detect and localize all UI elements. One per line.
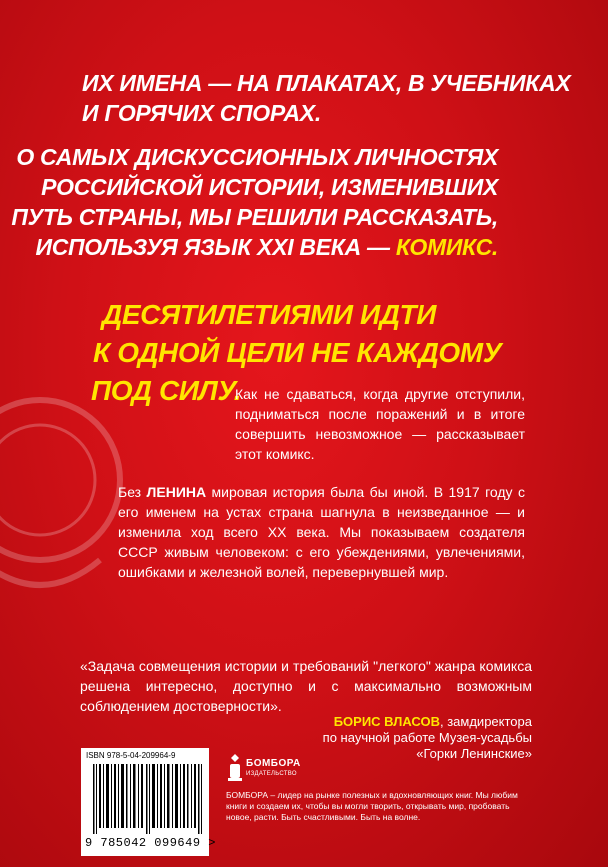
publisher-name: БОМБОРА bbox=[246, 758, 301, 769]
intro-last-prefix: ИСПОЛЬЗУЯ ЯЗЫК XXI ВЕКА — bbox=[35, 234, 396, 260]
intro-line: ПУТЬ СТРАНЫ, МЫ РЕШИЛИ РАССКАЗАТЬ, bbox=[11, 204, 498, 230]
author-title: , замдиректора bbox=[440, 714, 532, 729]
author-title: по научной работе Музея-усадьбы bbox=[322, 730, 532, 745]
bombora-logo-icon bbox=[226, 752, 244, 782]
paragraph-1: Как не сдаваться, когда другие отступили, подниматься после поражений и в итоге совершить невозможное — рассказывает этот комикс. bbox=[235, 386, 525, 462]
publisher-subtitle: ИЗДАТЕЛЬСТВО bbox=[246, 771, 297, 777]
paragraph-2-prefix: Без bbox=[118, 484, 147, 500]
headline-line: ДЕСЯТИЛЕТИЯМИ ИДТИ bbox=[102, 299, 436, 330]
publisher-blurb: БОМБОРА – лидер на рынке полезных и вдохновляющих книг. Мы любим книги и создаем их, чтобы вы могли творить, открывать мир, пробовать новое, расти. Быть счастливыми. Быть на волне. bbox=[226, 790, 518, 822]
paragraph-2 bbox=[118, 482, 525, 582]
quote-author bbox=[292, 714, 532, 762]
intro-block-2 bbox=[0, 142, 608, 262]
intro-line: И ГОРЯЧИХ СПОРАХ. bbox=[82, 100, 321, 126]
intro-line: РОССИЙСКОЙ ИСТОРИИ, ИЗМЕНИВШИХ bbox=[41, 174, 498, 200]
headline-line: ПОД СИЛУ. bbox=[91, 375, 242, 406]
author-name: БОРИС ВЛАСОВ bbox=[333, 714, 440, 729]
barcode-digits: 9 785042 099649 > bbox=[85, 836, 216, 850]
publisher-logo bbox=[226, 752, 316, 784]
paragraph-2-bold: ЛЕНИНА bbox=[146, 484, 207, 500]
author-title: «Горки Ленинские» bbox=[416, 746, 532, 761]
quote: «Задача совмещения истории и требований "легкого" жанра комикса решена интересно, доступно и с максимально возможным соблюдением достоверности». bbox=[80, 658, 532, 714]
barcode bbox=[81, 748, 216, 856]
intro-line-last bbox=[0, 232, 608, 262]
paragraph-2-rest: мировая история была бы иной. В 1917 году с его именем на устах страна шагнула в неизведанное — и изменила ход всего XX века. Мы показываем создателя СССР живым человеком: с его убеждениями, увлечениями, ошибками и железной волей, перевернувшей мир. bbox=[118, 484, 525, 580]
intro-line: О САМЫХ ДИСКУССИОННЫХ ЛИЧНОСТЯХ bbox=[16, 144, 498, 170]
isbn-label: ISBN 978-5-04-209964-9 bbox=[86, 751, 176, 760]
intro-line: ИХ ИМЕНА — НА ПЛАКАТАХ, В УЧЕБНИКАХ bbox=[82, 70, 571, 96]
headline-line: К ОДНОЙ ЦЕЛИ НЕ КАЖДОМУ bbox=[93, 337, 502, 368]
barcode-icon bbox=[93, 764, 203, 834]
intro-highlight: КОМИКС. bbox=[395, 234, 498, 260]
intro-block-1 bbox=[0, 68, 608, 128]
